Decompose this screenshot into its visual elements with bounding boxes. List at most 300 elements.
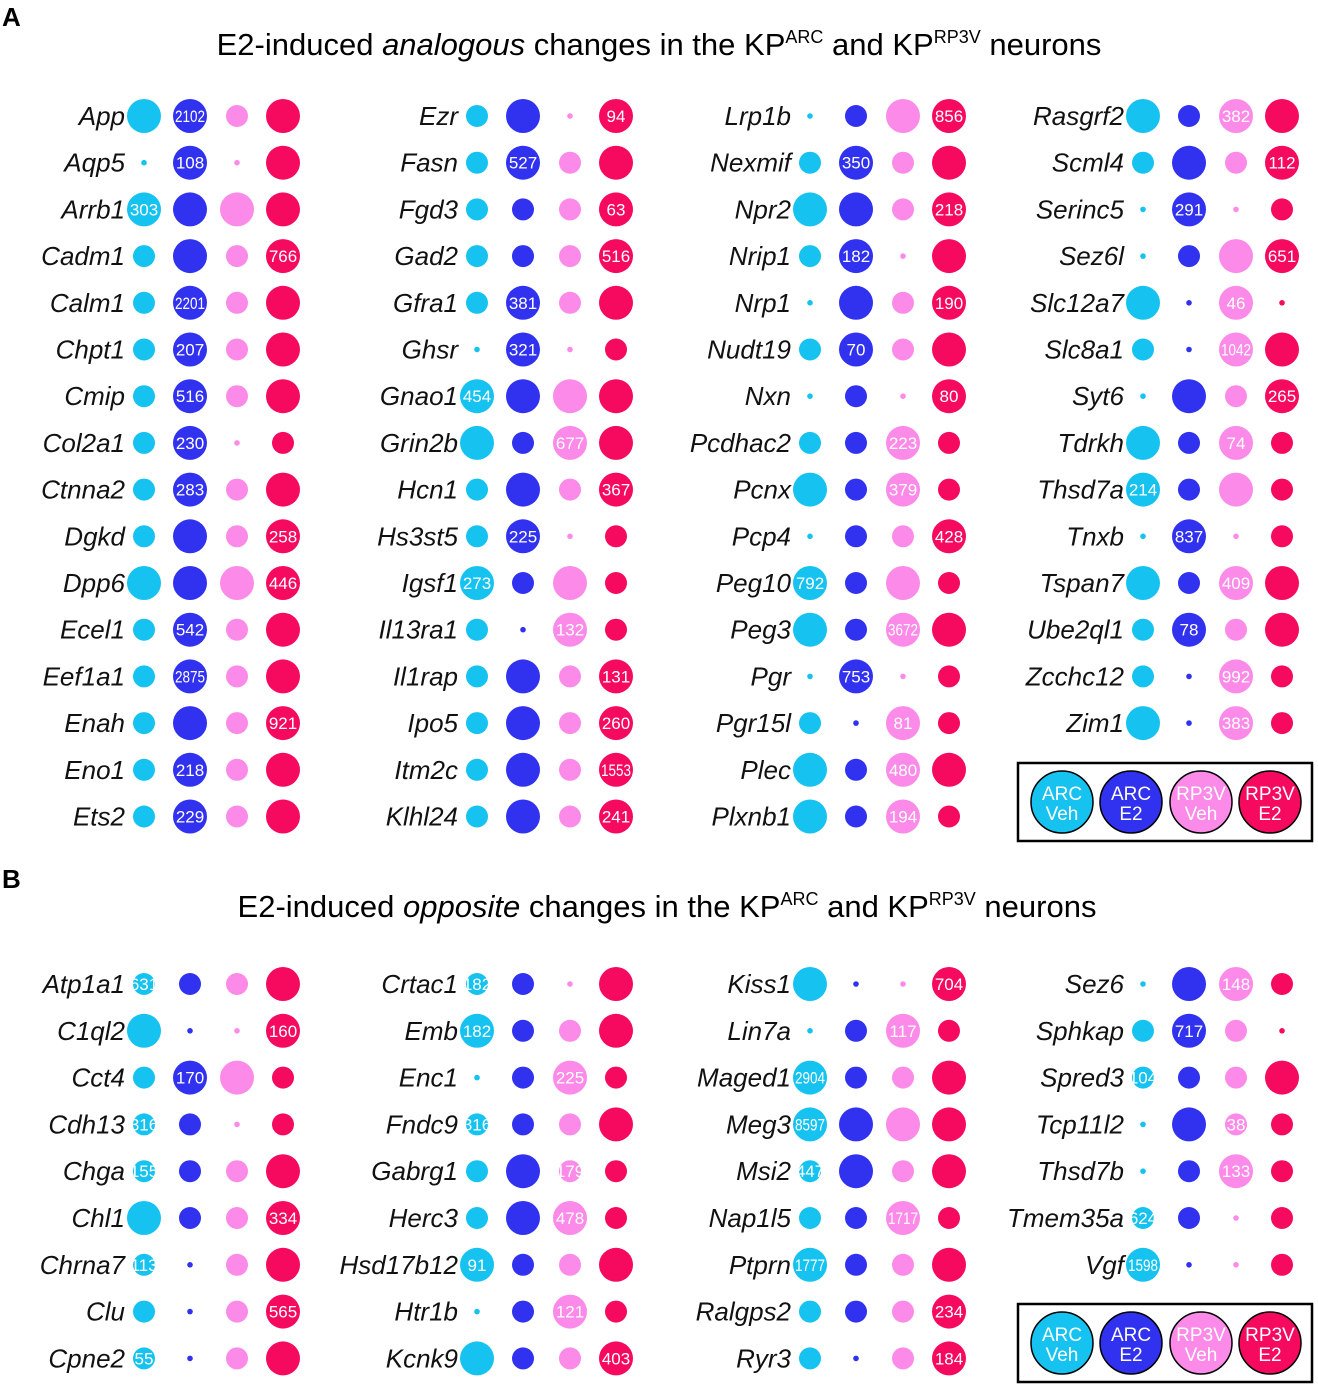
gene-row-cct4 [72,1061,294,1095]
gene-label: Igsf1 [401,568,458,598]
dot-count-label: 223 [888,433,918,453]
dot-arc-e2 [506,1154,540,1188]
gene-row-chl1 [72,1201,300,1235]
dot-arc-veh [1140,253,1146,259]
gene-row-arrb1 [59,192,300,226]
dot-rp3v-veh [234,1028,240,1034]
gene-label: Ryr3 [736,1343,791,1374]
dot-count-label: 717 [1174,1021,1204,1041]
dot-rp3v-veh [1225,619,1247,641]
gene-label: Pcdhac2 [689,427,791,458]
dot-arc-veh [133,339,155,361]
dot-rp3v-e2 [272,1113,294,1135]
gene-label: Meg3 [725,1109,791,1140]
gene-row-slc8a1 [1045,333,1300,367]
gene-label: Aqp5 [64,147,125,178]
gene-label: Lin7a [727,1015,791,1046]
dot-rp3v-e2 [605,1067,627,1089]
dot-rp3v-veh [234,440,240,446]
panel-b-dot-grid [40,967,1299,1375]
dot-rp3v-e2 [599,379,633,413]
dot-rp3v-veh [1225,1067,1247,1089]
dot-rp3v-e2 [1271,712,1293,734]
dot-arc-veh [466,152,488,174]
dot-arc-e2 [845,806,867,828]
legend-label-line1: ARC [1110,784,1152,805]
gene-label: Il13ra1 [378,614,458,645]
gene-label: Plxnb1 [711,801,791,832]
dot-rp3v-e2 [605,339,627,361]
dot-arc-e2 [1178,245,1200,267]
dot-arc-e2 [512,432,534,454]
dot-rp3v-veh [226,1254,248,1276]
gene-label: Calm1 [49,287,125,318]
dot-rp3v-e2 [605,1301,627,1323]
dot-arc-e2 [512,1113,534,1135]
dot-count-label: 516 [601,247,631,267]
dot-count-label: 1777 [795,1255,825,1275]
gene-row-lin7a [727,1014,960,1048]
dot-count-label: 1717 [888,1209,918,1228]
gene-label: Npr2 [734,194,791,225]
dot-rp3v-e2 [938,479,960,501]
dot-count-label: 80 [939,387,959,407]
gene-row-calm1 [50,286,300,320]
gene-row-plec [740,753,966,787]
dot-rp3v-veh [226,619,248,641]
gene-label: Tdrkh [1057,427,1124,458]
gene-row-nxn [745,379,966,413]
dot-rp3v-veh [559,1020,581,1042]
dot-arc-e2 [1178,1067,1200,1089]
dot-arc-e2 [1178,1160,1200,1182]
gene-row-zim1 [1065,706,1293,740]
dot-rp3v-veh [892,339,914,361]
dot-arc-e2 [839,286,873,320]
gene-row-atp1a1 [41,967,300,1001]
dot-count-label: 921 [268,714,298,734]
dot-rp3v-veh [900,981,906,987]
dot-rp3v-veh [886,1107,920,1141]
dot-arc-e2 [506,99,540,133]
gene-row-zcchc12 [1025,659,1293,693]
dot-arc-veh [141,160,147,166]
dot-rp3v-e2 [1265,1061,1299,1095]
gene-label: Cmip [64,381,125,412]
gene-row-crtac1 [381,967,633,1001]
dot-rp3v-veh [226,105,248,127]
gene-label: Fgd3 [398,194,458,225]
legend-label-line2: E2 [1258,804,1282,825]
dot-count-label: 447 [795,1162,825,1182]
dot-arc-e2 [845,479,867,501]
legend-item-rp3v-e2 [1239,1312,1301,1374]
dot-arc-e2 [845,432,867,454]
dot-arc-veh [793,473,827,507]
gene-label: Gad2 [394,241,458,272]
dot-rp3v-e2 [266,967,300,1001]
gene-row-il1rap [393,659,633,693]
dot-rp3v-e2 [605,619,627,641]
legend-label-line1: ARC [1041,1325,1083,1346]
dot-rp3v-veh [559,198,581,220]
dot-count-label: 677 [555,433,585,453]
dot-rp3v-veh [559,759,581,781]
dot-arc-veh [1140,1168,1146,1174]
gene-row-ctnna2 [41,473,300,507]
dot-rp3v-veh [567,981,573,987]
dot-arc-e2 [1172,967,1206,1001]
dot-arc-veh [127,1014,161,1048]
dot-rp3v-veh [900,674,906,680]
gene-row-c1ql2 [57,1014,300,1048]
dot-count-label: 258 [268,527,298,547]
dot-rp3v-e2 [938,806,960,828]
dot-arc-e2 [1186,347,1192,353]
panel-a-title: E2-induced analogous changes in the $KP^{ARC}$ and $KP^{RP3V}$ neurons [216,27,1102,62]
dot-arc-e2 [845,1301,867,1323]
dot-arc-veh [460,426,494,460]
dot-count-label: 241 [601,807,631,827]
dot-count-label: 2102 [175,107,205,126]
dot-arc-e2 [1172,379,1206,413]
dot-count-label: 81 [893,714,913,734]
gene-row-tcp11l2 [1036,1107,1293,1141]
dot-arc-veh [1132,152,1154,174]
dot-arc-veh [1140,393,1146,399]
gene-label: Zim1 [1066,708,1124,739]
gene-row-thsd7a [1037,473,1293,507]
dot-rp3v-e2 [266,192,300,226]
gene-label: Nexmif [710,147,791,178]
dot-rp3v-veh [1225,152,1247,174]
dot-rp3v-veh [234,1122,240,1128]
gene-row-eef1a1 [43,659,300,693]
gene-row-vgf [1085,1248,1293,1282]
dot-arc-veh [466,806,488,828]
dot-rp3v-veh [892,198,914,220]
dot-rp3v-veh [226,292,248,314]
gene-label: Hsd17b12 [339,1249,458,1280]
dot-rp3v-veh [1233,534,1239,540]
gene-label: Rasgrf2 [1032,101,1124,131]
gene-row-peg3 [730,613,966,647]
dot-arc-veh [807,113,813,119]
gene-row-col2a1 [43,426,294,460]
dot-rp3v-veh [553,379,587,413]
dot-rp3v-veh [226,245,248,267]
legend-label-line2: Veh [1045,804,1079,825]
gene-row-sez6 [1065,967,1293,1001]
dot-arc-e2 [845,525,867,547]
dot-count-label: 454 [462,387,492,407]
dot-rp3v-veh [892,1160,914,1182]
gene-label: Tcp11l2 [1035,1109,1124,1140]
dot-arc-veh [1132,619,1154,641]
panel-b [2,864,1312,1382]
dot-arc-e2 [187,1356,193,1362]
dot-rp3v-veh [900,253,906,259]
dot-arc-veh [793,800,827,834]
dot-arc-e2 [1186,674,1192,680]
dot-arc-e2 [187,1262,193,1268]
dot-rp3v-veh [900,393,906,399]
gene-row-hsd17b12 [339,1248,633,1282]
gene-row-ets2 [73,800,300,834]
dot-count-label: 992 [1221,667,1251,687]
gene-row-lrp1b [725,99,967,133]
dot-count-label: 379 [888,480,918,500]
gene-row-msi2 [736,1154,966,1188]
gene-label: Nudt19 [707,334,791,365]
dot-count-label: 478 [555,1209,585,1228]
dot-rp3v-veh [886,566,920,600]
gene-label: Peg3 [730,614,791,645]
gene-label: Atp1a1 [42,969,125,999]
dot-rp3v-e2 [1271,973,1293,995]
dot-rp3v-veh [559,665,581,687]
dot-count-label: 382 [1221,107,1251,126]
dot-arc-e2 [512,1301,534,1323]
gene-row-rasgrf2 [1033,99,1299,133]
dot-arc-veh [466,105,488,127]
dot-count-label: 112 [1268,153,1296,173]
dot-rp3v-veh [1219,239,1253,273]
gene-row-chpt1 [56,333,300,367]
gene-label: Gfra1 [392,287,458,318]
dot-arc-e2 [512,1067,534,1089]
dot-count-label: 78 [1179,620,1199,640]
dot-count-label: 155 [129,1162,159,1182]
gene-label: Pcp4 [731,521,791,552]
dot-rp3v-e2 [932,1248,966,1282]
dot-count-label: 108 [175,153,205,173]
dot-count-label: 104 [1128,1068,1158,1088]
dot-rp3v-e2 [932,613,966,647]
dot-arc-e2 [1178,1207,1200,1229]
dot-rp3v-e2 [272,432,294,454]
dot-arc-veh [466,245,488,267]
dot-arc-veh [807,534,813,540]
dot-count-label: 516 [175,387,205,407]
gene-row-spred3 [1040,1061,1299,1095]
dot-arc-veh [133,759,155,781]
gene-label: Sphkap [1035,1015,1124,1046]
dot-rp3v-e2 [1271,1160,1293,1182]
dot-rp3v-e2 [266,753,300,787]
gene-row-maged1 [697,1061,966,1095]
dot-count-label: 170 [175,1068,205,1088]
gene-label: Pgr15l [715,708,791,739]
dot-rp3v-e2 [599,1014,633,1048]
gene-row-plxnb1 [712,800,961,834]
dot-rp3v-veh [559,479,581,501]
dot-arc-veh [1140,981,1146,987]
gene-row-peg10 [716,566,960,600]
legend-label-line2: E2 [1119,804,1143,825]
gene-label: Lrp1b [724,101,791,131]
dot-count-label: 121 [555,1302,585,1322]
gene-label: Cadm1 [41,241,125,272]
dot-count-label: 1042 [1221,340,1251,360]
dot-rp3v-veh [886,99,920,133]
gene-label: App [78,101,125,131]
dot-arc-e2 [839,192,873,226]
dot-count-label: 70 [846,340,866,360]
dot-arc-e2 [512,245,534,267]
dot-rp3v-e2 [599,1248,633,1282]
dot-count-label: 409 [1221,574,1251,593]
dot-rp3v-e2 [938,1207,960,1229]
dot-arc-e2 [845,1020,867,1042]
dot-arc-e2 [845,1067,867,1089]
dot-rp3v-veh [567,534,573,540]
dot-arc-veh [807,1028,813,1034]
dot-arc-veh [133,665,155,687]
dot-rp3v-e2 [1265,99,1299,133]
dot-arc-veh [466,198,488,220]
dot-count-label: 766 [268,247,298,267]
gene-row-fgd3 [399,192,633,226]
dot-count-label: 3672 [888,620,918,640]
dot-rp3v-veh [226,1160,248,1182]
dot-count-label: 283 [175,480,205,500]
gene-row-pgr15l [716,706,960,740]
dot-arc-veh [466,1207,488,1229]
dot-arc-e2 [179,1113,201,1135]
dot-rp3v-e2 [938,572,960,594]
dot-rp3v-veh [559,1113,581,1135]
gene-label: Chl1 [71,1203,125,1233]
dot-arc-veh [1132,665,1154,687]
gene-row-scml4 [1052,146,1299,180]
dot-arc-veh [133,292,155,314]
gene-row-sez6l [1059,239,1299,273]
dot-rp3v-e2 [599,286,633,320]
dot-rp3v-veh [226,973,248,995]
gene-row-dgkd [64,519,300,553]
legend-item-arc-veh [1031,771,1093,833]
gene-row-eno1 [64,753,300,787]
dot-rp3v-e2 [266,286,300,320]
legend-label-line2: Veh [1045,1345,1079,1366]
dot-rp3v-e2 [605,525,627,547]
legend-label-line1: RP3V [1245,1325,1295,1346]
legend-a [1018,763,1312,841]
legend-label-line2: Veh [1184,804,1218,825]
dot-count-label: 229 [175,807,205,827]
dot-arc-veh [799,432,821,454]
dot-arc-e2 [187,1309,193,1315]
dot-count-label: 160 [268,1021,298,1041]
dot-rp3v-veh [559,245,581,267]
dot-arc-e2 [1186,720,1192,726]
dot-count-label: 218 [934,200,964,220]
gene-label: Tmem35a [1006,1203,1124,1233]
gene-label: Cct4 [71,1062,125,1093]
dot-arc-veh [466,479,488,501]
legend-item-arc-veh [1031,1312,1093,1374]
dot-rp3v-veh [892,1067,914,1089]
dot-rp3v-veh [559,712,581,734]
dot-rp3v-veh [234,160,240,166]
gene-row-cadm1 [41,239,300,273]
dot-rp3v-e2 [599,426,633,460]
dot-arc-veh [793,192,827,226]
dot-arc-e2 [506,659,540,693]
dot-count-label: 446 [268,574,298,593]
dot-count-label: 704 [934,975,964,994]
gene-row-nrp1 [735,286,966,320]
dot-arc-e2 [512,198,534,220]
legend-item-rp3v-veh [1170,1312,1232,1374]
dot-rp3v-e2 [932,1154,966,1188]
dot-rp3v-veh [226,525,248,547]
dot-rp3v-veh [226,806,248,828]
dot-rp3v-e2 [932,1061,966,1095]
gene-label: Eef1a1 [42,661,125,692]
gene-row-cmip [64,379,300,413]
dot-rp3v-veh [226,339,248,361]
gene-label: Thsd7b [1037,1156,1124,1187]
dot-arc-e2 [1178,479,1200,501]
dot-count-label: 113 [130,1255,158,1275]
panel-letter-a: A [2,2,21,32]
dot-rp3v-veh [226,1301,248,1323]
gene-label: Enc1 [398,1062,458,1093]
dot-rp3v-veh [553,566,587,600]
gene-row-itm2c [394,753,633,787]
gene-label: Dpp6 [62,568,125,598]
dot-rp3v-e2 [938,432,960,454]
gene-label: Peg10 [715,568,791,598]
dot-arc-e2 [845,759,867,781]
gene-row-dpp6 [63,566,300,600]
dot-count-label: 367 [601,480,631,500]
dot-arc-veh [466,1160,488,1182]
gene-label: Zcchc12 [1025,661,1124,692]
dot-rp3v-e2 [1271,479,1293,501]
gene-row-ralgps2 [696,1295,966,1329]
dot-arc-e2 [179,1207,201,1229]
dot-count-label: 651 [1267,247,1297,267]
gene-row-hs3st5 [377,519,627,553]
dot-arc-veh [799,1207,821,1229]
gene-row-gfra1 [393,286,633,320]
legend-b [1018,1304,1312,1382]
dot-arc-e2 [853,720,859,726]
dot-count-label: 182 [462,975,492,994]
dot-count-label: 316 [129,1115,159,1135]
dot-arc-e2 [845,1207,867,1229]
dot-arc-veh [127,1201,161,1235]
dot-rp3v-e2 [932,146,966,180]
dot-arc-e2 [845,619,867,641]
gene-label: Grin2b [379,427,458,458]
dot-rp3v-e2 [1265,566,1299,600]
dot-count-label: 1553 [601,760,631,780]
gene-label: Thsd7a [1037,474,1124,505]
dot-rp3v-veh [226,759,248,781]
dot-arc-veh [127,566,161,600]
dot-arc-e2 [173,519,207,553]
dot-arc-e2 [1178,432,1200,454]
dot-count-label: 303 [129,200,159,220]
dot-count-label: 63 [606,200,626,220]
dot-arc-veh [133,806,155,828]
dot-rp3v-e2 [266,659,300,693]
gene-label: Sez6 [1064,969,1124,999]
